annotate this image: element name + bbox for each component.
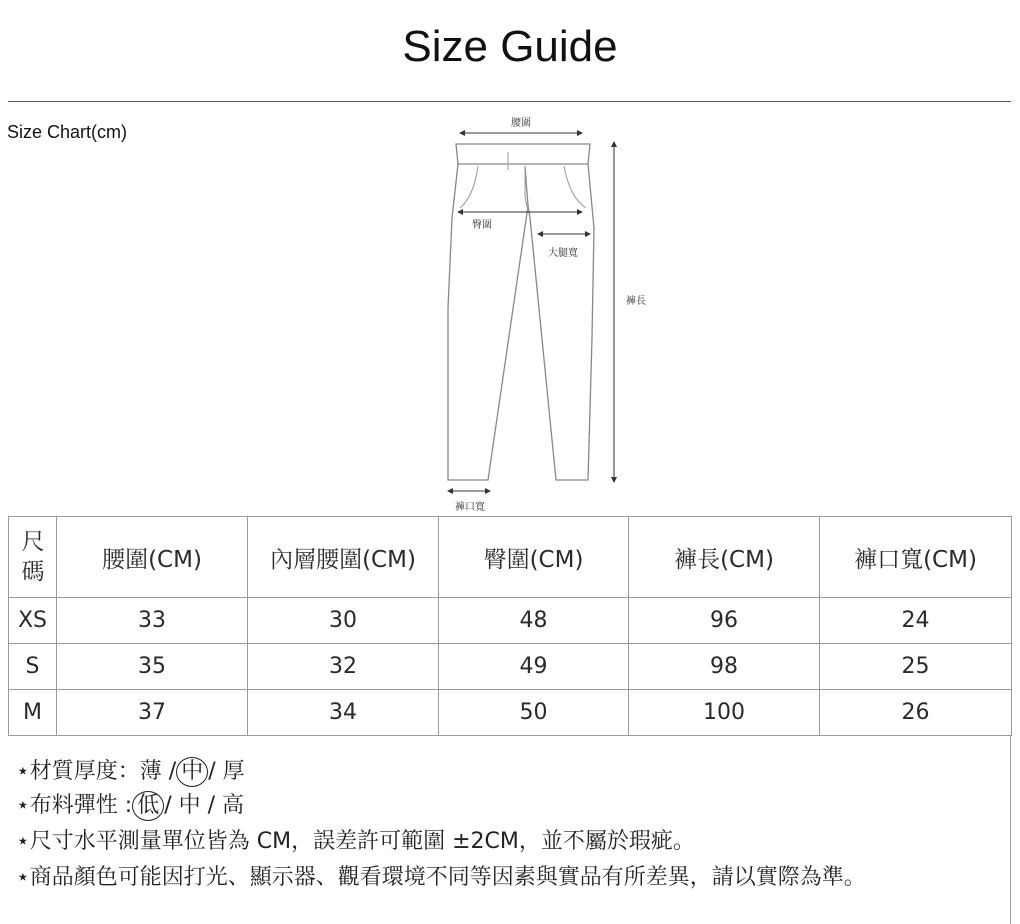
header-inner-waist: 內層腰圍(CM) [248, 517, 439, 598]
header-length: 褲長(CM) [629, 517, 820, 598]
note-color-disclaimer: ⋆商品顏色可能因打光、顯示器、觀看環境不同等因素與實品有所差異，請以實際為準。 [16, 865, 866, 890]
cell-inner-waist: 30 [248, 598, 439, 644]
pants-diagram [430, 108, 670, 518]
header-size: 尺碼 [9, 517, 57, 598]
table-row [9, 690, 1012, 736]
note-measurement: ⋆尺寸水平測量單位皆為 CM，誤差許可範圍 ±2CM，並不屬於瑕疵。 [16, 829, 695, 854]
cell-inner-waist: 32 [248, 644, 439, 690]
cell-length: 98 [629, 644, 820, 690]
cell-size: XS [9, 598, 57, 644]
cell-size: M [9, 690, 57, 736]
elasticity-selected: 低 [132, 791, 164, 821]
cell-hip: 49 [439, 644, 629, 690]
pants-illustration [430, 108, 670, 518]
note-elasticity: ⋆布料彈性 : 低 / 中 / 高 [16, 788, 244, 821]
header-hem: 褲口寬(CM) [820, 517, 1012, 598]
cell-hip: 48 [439, 598, 629, 644]
cell-hem: 24 [820, 598, 1012, 644]
header-waist: 腰圍(CM) [57, 517, 248, 598]
cell-length: 100 [629, 690, 820, 736]
cell-hem: 26 [820, 690, 1012, 736]
table-row [9, 644, 1012, 690]
page-title: Size Guide [402, 22, 618, 71]
header-hip: 臀圍(CM) [439, 517, 629, 598]
cell-inner-waist: 34 [248, 690, 439, 736]
thickness-selected: 中 [176, 757, 208, 787]
notes-section [8, 736, 1011, 924]
title-divider [8, 101, 1011, 102]
note-thickness: ⋆材質厚度：薄 / 中 / 厚 [16, 754, 245, 787]
cell-length: 96 [629, 598, 820, 644]
size-table [8, 516, 1012, 736]
cell-hem: 25 [820, 644, 1012, 690]
cell-waist: 37 [57, 690, 248, 736]
table-header-row [9, 517, 1012, 598]
hip-label: 臀圍 [472, 220, 492, 231]
cell-hip: 50 [439, 690, 629, 736]
cell-waist: 33 [57, 598, 248, 644]
cell-waist: 35 [57, 644, 248, 690]
waist-label: 腰圍 [511, 118, 531, 129]
size-chart-label: Size Chart(cm) [7, 122, 128, 142]
cell-size: S [9, 644, 57, 690]
hem-label: 褲口寬 [455, 502, 485, 513]
table-row [9, 598, 1012, 644]
length-label: 褲長 [626, 296, 646, 307]
thigh-label: 大腿寬 [548, 248, 578, 259]
